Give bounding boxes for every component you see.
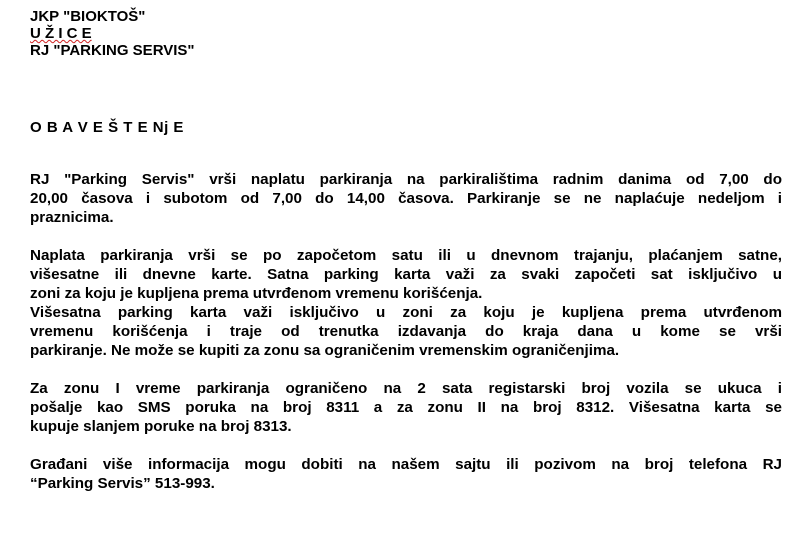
text-line: višesatne ili dnevne karte. Satna parking karta važi za svaki započeti sat isključivo u — [30, 266, 782, 283]
text-line: praznicima. — [30, 209, 114, 226]
text-line: parkiranje. Ne može se kupiti za zonu sa ograničenim vremenskim ograničenjima. — [30, 342, 620, 359]
document-page — [30, 0, 782, 512]
text-line: Građani više informacija mogu dobiti na našem sajtu ili pozivom na broj telefona RJ — [30, 456, 782, 473]
paragraph-sms — [30, 379, 782, 436]
letterhead — [30, 8, 782, 59]
notice-title: O B A V E Š T E Nj E — [30, 119, 184, 136]
text-line: RJ "Parking Servis" vrši naplatu parkiranja na parkiralištima radnim danima od 7,00 do — [30, 171, 782, 188]
company-name: JKP "BIOKTOŠ" — [30, 8, 146, 25]
text-line: 20,00 časova i subotom od 7,00 do 14,00 časova. Parkiranje se ne naplaćuje nedeljom i — [30, 190, 782, 207]
paragraph-schedule — [30, 170, 782, 227]
text-line: zoni za koju je kupljena prema utvrđenom vremenu korišćenja. — [30, 285, 483, 302]
text-line: kupuje slanjem poruke na broj 8313. — [30, 418, 292, 435]
city-name: U Ž I C E — [30, 25, 92, 42]
text-line: vremenu korišćenja i traje od trenutka izdavanja do kraja dana u kome se vrši — [30, 323, 782, 340]
text-line: Naplata parkiranja vrši se po započetom satu ili u dnevnom trajanju, plaćanjem satne, — [30, 247, 782, 264]
text-line: “Parking Servis” 513-993. — [30, 475, 215, 492]
text-line: Višesatna parking karta važi isključivo u zoni za koju je kupljena prema utvrđenom — [30, 304, 782, 321]
paragraph-payment — [30, 246, 782, 360]
text-line: pošalje kao SMS poruka na broj 8311 a za zonu II na broj 8312. Višesatna karta se — [30, 399, 782, 416]
text-line: Za zonu I vreme parkiranja ograničeno na 2 sata registarski broj vozila se ukuca i — [30, 380, 782, 397]
unit-name: RJ "PARKING SERVIS" — [30, 42, 195, 59]
paragraph-contact — [30, 455, 782, 493]
notice-body — [30, 170, 782, 493]
